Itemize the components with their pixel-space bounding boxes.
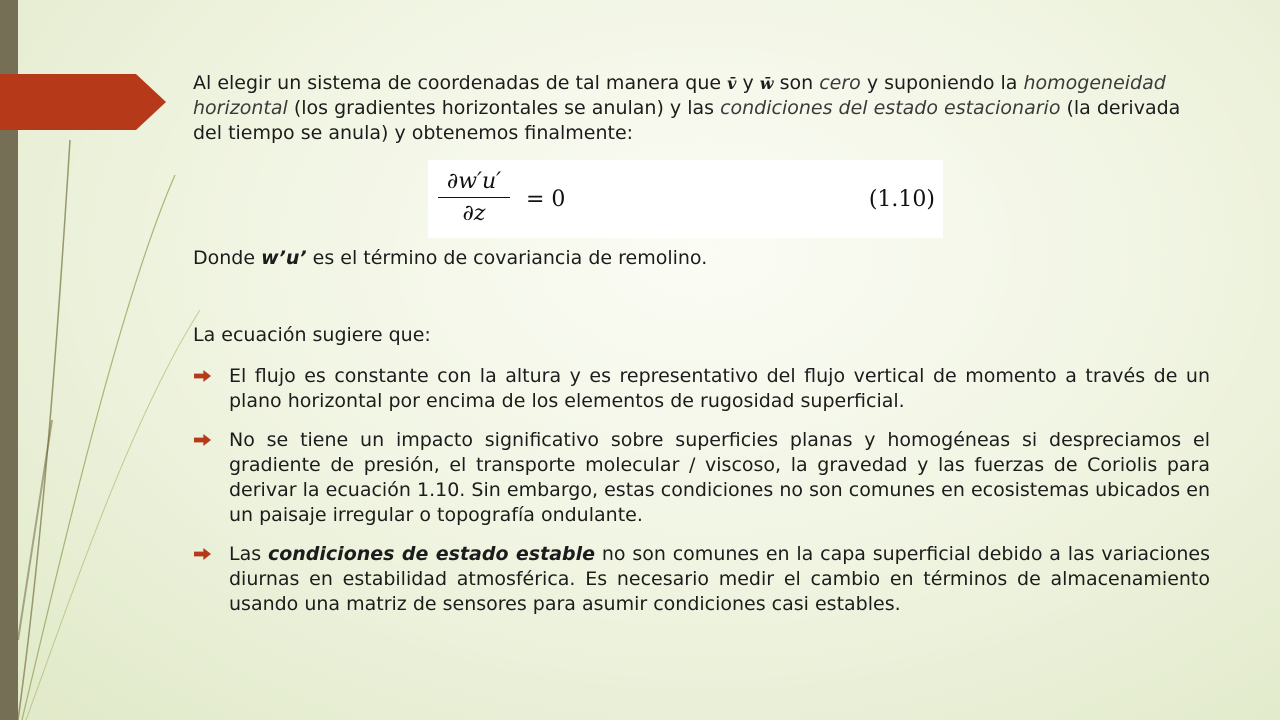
bullet-list	[193, 364, 1210, 631]
intro-text-2: y	[736, 72, 760, 94]
v-bar-symbol: v̄	[727, 74, 737, 93]
intro-text-5: (los gradientes horizontales se anulan) y las	[287, 97, 721, 119]
intro-paragraph	[193, 71, 1210, 146]
bullet-3-suffix: no son comunes en la capa superficial debido a las variaciones diurnas en estabilidad atmosférica. Es necesario medir el cambio en términos de almacenamiento usando una matriz de sensores para asumir condiciones casi estables.	[229, 543, 1211, 615]
suggest-heading: La ecuación sugiere que:	[193, 324, 431, 346]
decorative-curve-1	[18, 140, 70, 720]
decorative-curve-3	[26, 310, 200, 720]
donde-suffix: es el término de covariancia de remolino.	[306, 247, 708, 269]
arrow-bullet-icon	[194, 370, 211, 382]
intro-text-3: son	[773, 72, 820, 94]
cero-text: cero	[819, 72, 861, 94]
equation-rhs: = 0	[526, 187, 566, 212]
decorative-curve-2	[22, 175, 175, 720]
equation-fraction	[438, 169, 510, 226]
intro-text-6: (la derivada del tiempo se anula) y obtenemos finalmente:	[193, 97, 1181, 144]
condiciones-text: condiciones del estado estacionario	[720, 97, 1061, 119]
covariance-term: w’u’	[261, 247, 307, 269]
list-item	[193, 364, 1210, 414]
equation-numerator: ∂w′u′	[438, 169, 510, 198]
equation-denominator: ∂z	[462, 201, 486, 226]
arrow-bullet-icon	[194, 434, 211, 446]
decorative-curve-4	[18, 420, 52, 640]
list-item	[193, 542, 1210, 617]
title-arrow-shape	[0, 74, 166, 130]
bullet-text-2: No se tiene un impacto significativo sobre superficies planas y homogéneas si despreciamos el gradiente de presión, el transporte molecular / viscoso, la gravedad y las fuerzas de Coriolis para derivar la ecuación 1.10. Sin embargo, estas condiciones no son comunes en ecosistemas ubicados en un paisaje irregular o topografía ondulante.	[229, 429, 1210, 526]
intro-text-4: y suponiendo la	[860, 72, 1024, 94]
w-bar-symbol: w̄	[759, 74, 774, 93]
bullet-3-prefix: Las	[229, 543, 268, 565]
homogeneidad-text: homogeneidad horizontal	[193, 72, 1166, 119]
donde-line	[193, 246, 707, 271]
equation-number: (1.10)	[868, 187, 935, 212]
list-item	[193, 428, 1210, 528]
bullet-3-bold: condiciones de estado estable	[267, 543, 596, 565]
bullet-text-1: El flujo es constante con la altura y es representativo del flujo vertical de momento a través de un plano horizontal por encima de los elementos de rugosidad superficial.	[229, 365, 1210, 412]
arrow-bullet-icon	[194, 548, 211, 560]
donde-prefix: Donde	[193, 247, 262, 269]
equation-image	[428, 160, 943, 238]
intro-text-1: Al elegir un sistema de coordenadas de tal manera que	[193, 72, 728, 94]
